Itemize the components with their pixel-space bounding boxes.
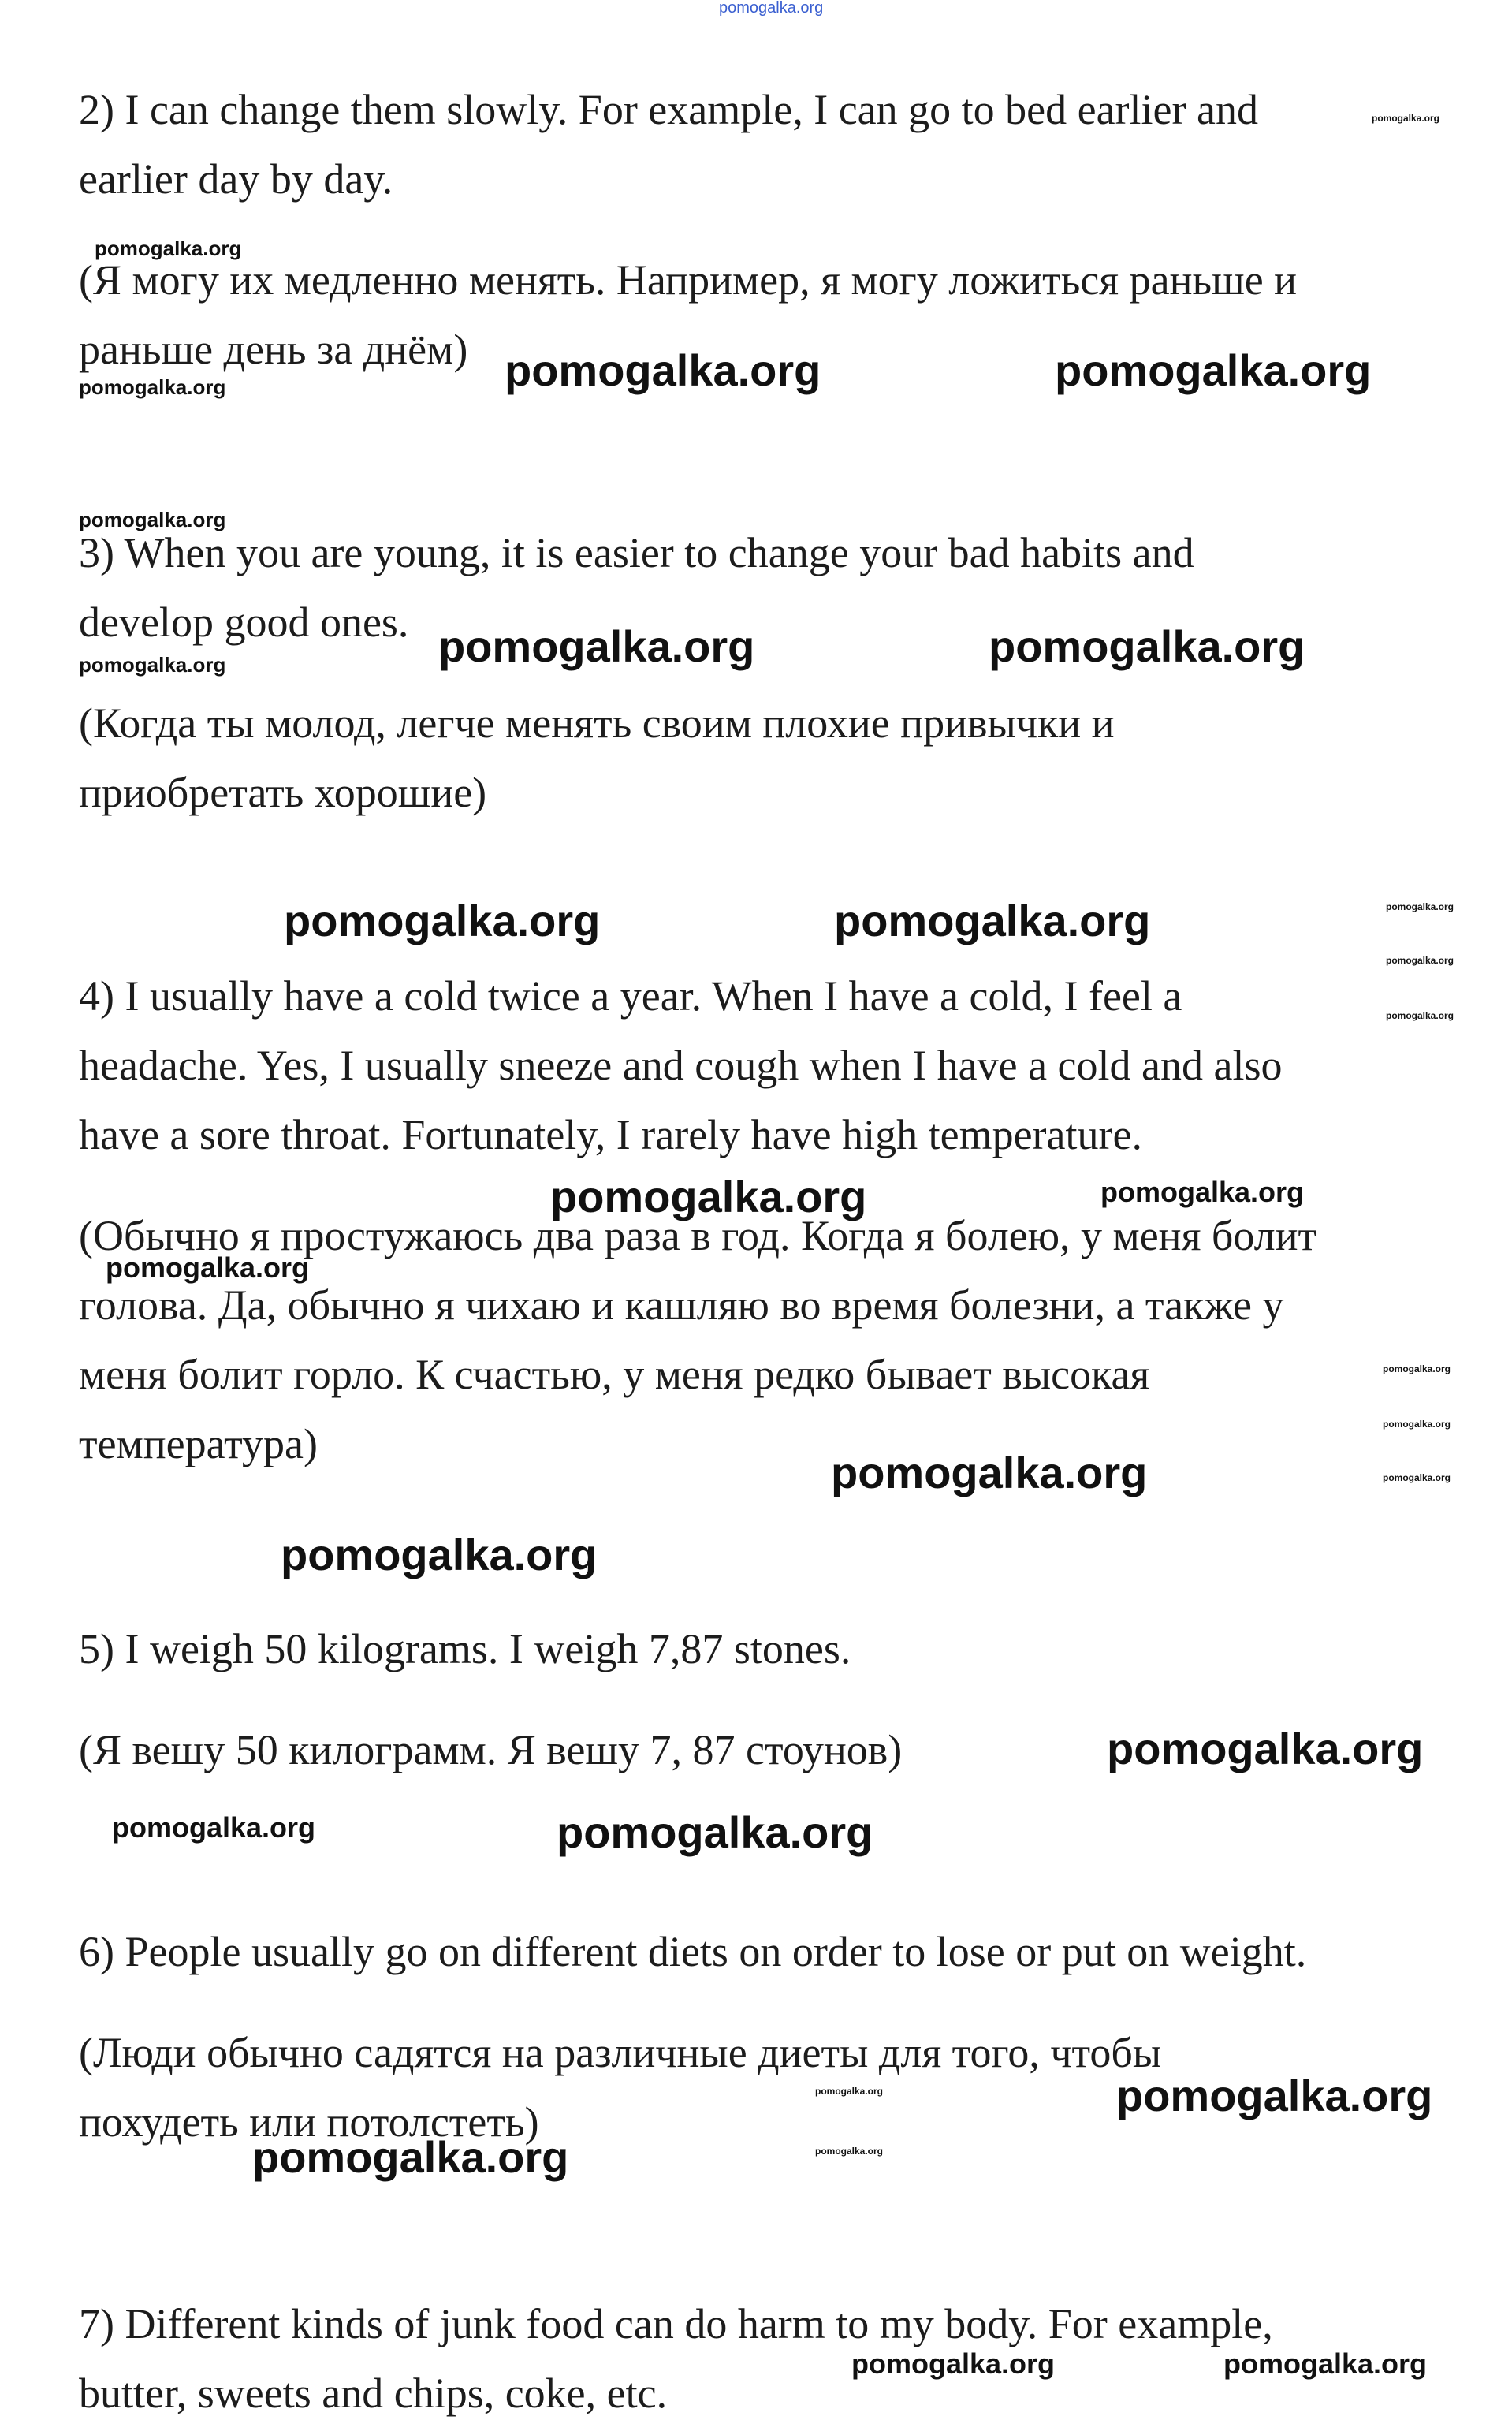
text-line: earlier day by day. [79,155,393,203]
watermark: pomogalka.org [815,2086,884,2097]
text-line: develop good ones. [79,598,409,646]
text-line: температура) [79,1420,318,1467]
watermark: pomogalka.org [851,2347,1056,2380]
watermark: pomogalka.org [1055,345,1372,395]
watermark: pomogalka.org [438,621,755,671]
watermark: pomogalka.org [252,2132,569,2182]
watermark: pomogalka.org [1386,955,1454,966]
watermark: pomogalka.org [1372,113,1440,124]
text-line: headache. Yes, I usually sneeze and cough when I have a cold and also [79,1042,1283,1089]
text-line: 4) I usually have a cold twice a year. When I have a cold, I feel a [79,972,1182,1020]
watermark: pomogalka.org [106,1251,310,1284]
watermark: pomogalka.org [1223,2347,1428,2380]
watermark: pomogalka.org [989,621,1305,671]
watermark: pomogalka.org [79,375,226,399]
text-line: 7) Different kinds of junk food can do harm to my body. For example, [79,2300,1273,2347]
text-line: меня болит горло. К счастью, у меня редко бывает высокая [79,1351,1150,1398]
text-line: 6) People usually go on different diets on order to lose or put on weight. [79,1928,1307,1975]
watermark: pomogalka.org [1383,1419,1451,1430]
text-line: (Я могу их медленно менять. Например, я могу ложиться раньше и [79,256,1298,304]
watermark: pomogalka.org [112,1811,316,1844]
watermark: pomogalka.org [1383,1363,1451,1374]
text-line: приобретать хорошие) [79,769,487,816]
text-line: 2) I can change them slowly. For example, I can go to bed earlier and [79,86,1258,133]
watermark: pomogalka.org [95,237,242,260]
watermark: pomogalka.org [834,896,1151,945]
watermark: pomogalka.org [1386,1010,1454,1021]
watermark: pomogalka.org [1383,1472,1451,1483]
text-line: раньше день за днём) [79,326,468,373]
watermark: pomogalka.org [1386,901,1454,912]
top-watermark: pomogalka.org [719,0,824,17]
watermark: pomogalka.org [284,896,601,945]
text-line: похудеть или потолстеть) [79,2098,539,2146]
text-line: 5) I weigh 50 kilograms. I weigh 7,87 stones. [79,1625,851,1672]
watermark: pomogalka.org [79,508,226,531]
watermark: pomogalka.org [557,1807,873,1857]
text-line: have a sore throat. Fortunately, I rarely have high temperature. [79,1111,1142,1158]
watermark: pomogalka.org [831,1448,1148,1497]
watermark: pomogalka.org [550,1172,867,1221]
text-line: (Когда ты молод, легче менять своим плохие привычки и [79,699,1115,747]
text-line: (Обычно я простужаюсь два раза в год. Когда я болею, у меня болит [79,1212,1317,1259]
text-line: голова. Да, обычно я чихаю и кашляю во время болезни, а также у [79,1281,1284,1329]
text-line: (Я вешу 50 килограмм. Я вешу 7, 87 стоунов) [79,1726,903,1773]
text-line: 3) When you are young, it is easier to change your bad habits and [79,529,1194,576]
watermark: pomogalka.org [505,345,821,395]
text-line: butter, sweets and chips, coke, etc. [79,2370,668,2417]
watermark: pomogalka.org [1107,1724,1424,1773]
watermark: pomogalka.org [1116,2071,1433,2120]
watermark: pomogalka.org [1100,1176,1305,1208]
text-line: (Люди обычно садятся на различные диеты для того, чтобы [79,2029,1162,2076]
watermark: pomogalka.org [281,1530,598,1579]
watermark: pomogalka.org [815,2146,884,2157]
watermark: pomogalka.org [79,653,226,677]
